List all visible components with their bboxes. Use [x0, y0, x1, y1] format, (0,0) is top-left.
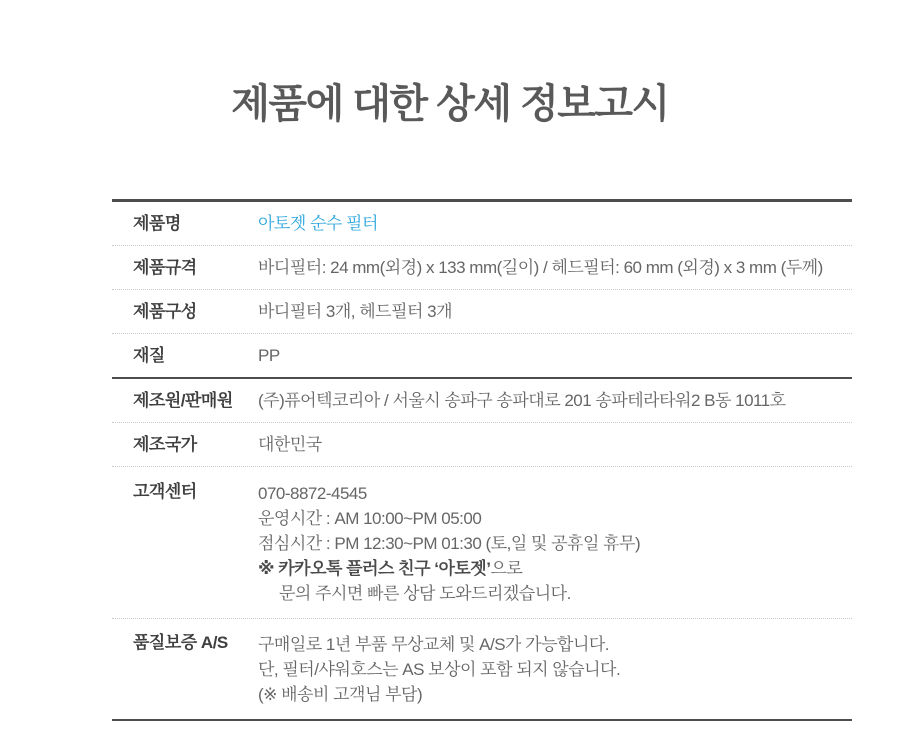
table-row-country: [112, 423, 852, 467]
row-value-product-name: 아토젯 순수 필터: [258, 214, 378, 233]
customer-center-lunch: 점심시간 : PM 12:30~PM 01:30 (토,일 및 공휴일 휴무): [258, 534, 641, 553]
row-label-product-composition: 제품구성: [133, 302, 197, 321]
product-info-table: [112, 199, 852, 721]
row-value-product-spec: 바디필터: 24 mm(외경) x 133 mm(길이) / 헤드필터: 60 mm (외경) x 3 mm (두께): [258, 258, 823, 277]
row-label-customer-center: 고객센터: [133, 482, 197, 501]
row-value-warranty: [258, 632, 620, 707]
table-row-product-name: [112, 202, 852, 246]
warranty-line1: 구매일로 1년 부품 무상교체 및 A/S가 가능합니다.: [258, 635, 610, 654]
row-label-manufacturer: 제조원/판매원: [133, 391, 233, 410]
row-label-product-name: 제품명: [133, 214, 181, 233]
table-row-product-spec: [112, 246, 852, 290]
page-title: 제품에 대한 상세 정보고시: [231, 82, 669, 126]
table-row-product-composition: [112, 290, 852, 334]
customer-center-phone: 070-8872-4545: [258, 484, 367, 503]
customer-center-kakao-rest: 으로: [490, 559, 523, 578]
row-value-manufacturer: (주)퓨어텍코리아 / 서울시 송파구 송파대로 201 송파테라타워2 B동 1011호: [258, 391, 786, 410]
row-value-country: 대한민국: [258, 435, 322, 454]
table-row-customer-center: [112, 467, 852, 619]
customer-center-kakao-bold: ※ 카카오톡 플러스 친구 ‘아토젯’: [258, 559, 491, 578]
warranty-line2: 단, 필터/샤워호스는 AS 보상이 포함 되지 않습니다.: [258, 660, 621, 679]
warranty-line3: (※ 배송비 고객님 부담): [258, 685, 423, 704]
row-label-warranty: 품질보증 A/S: [133, 633, 228, 652]
table-row-material: [112, 334, 852, 379]
table-row-warranty: [112, 619, 852, 721]
customer-center-kakao: [258, 556, 640, 581]
row-label-country: 제조국가: [133, 435, 197, 454]
row-label-material: 재질: [133, 346, 165, 365]
row-label-product-spec: 제품규격: [133, 258, 197, 277]
customer-center-hours: 운영시간 : AM 10:00~PM 05:00: [258, 509, 482, 528]
row-value-material: PP: [258, 346, 280, 365]
customer-center-kakao-line2: 문의 주시면 빠른 상담 도와드리겠습니다.: [279, 584, 571, 603]
row-value-product-composition: 바디필터 3개, 헤드필터 3개: [258, 302, 453, 321]
table-row-manufacturer: [112, 379, 852, 423]
row-value-customer-center: [258, 481, 640, 606]
